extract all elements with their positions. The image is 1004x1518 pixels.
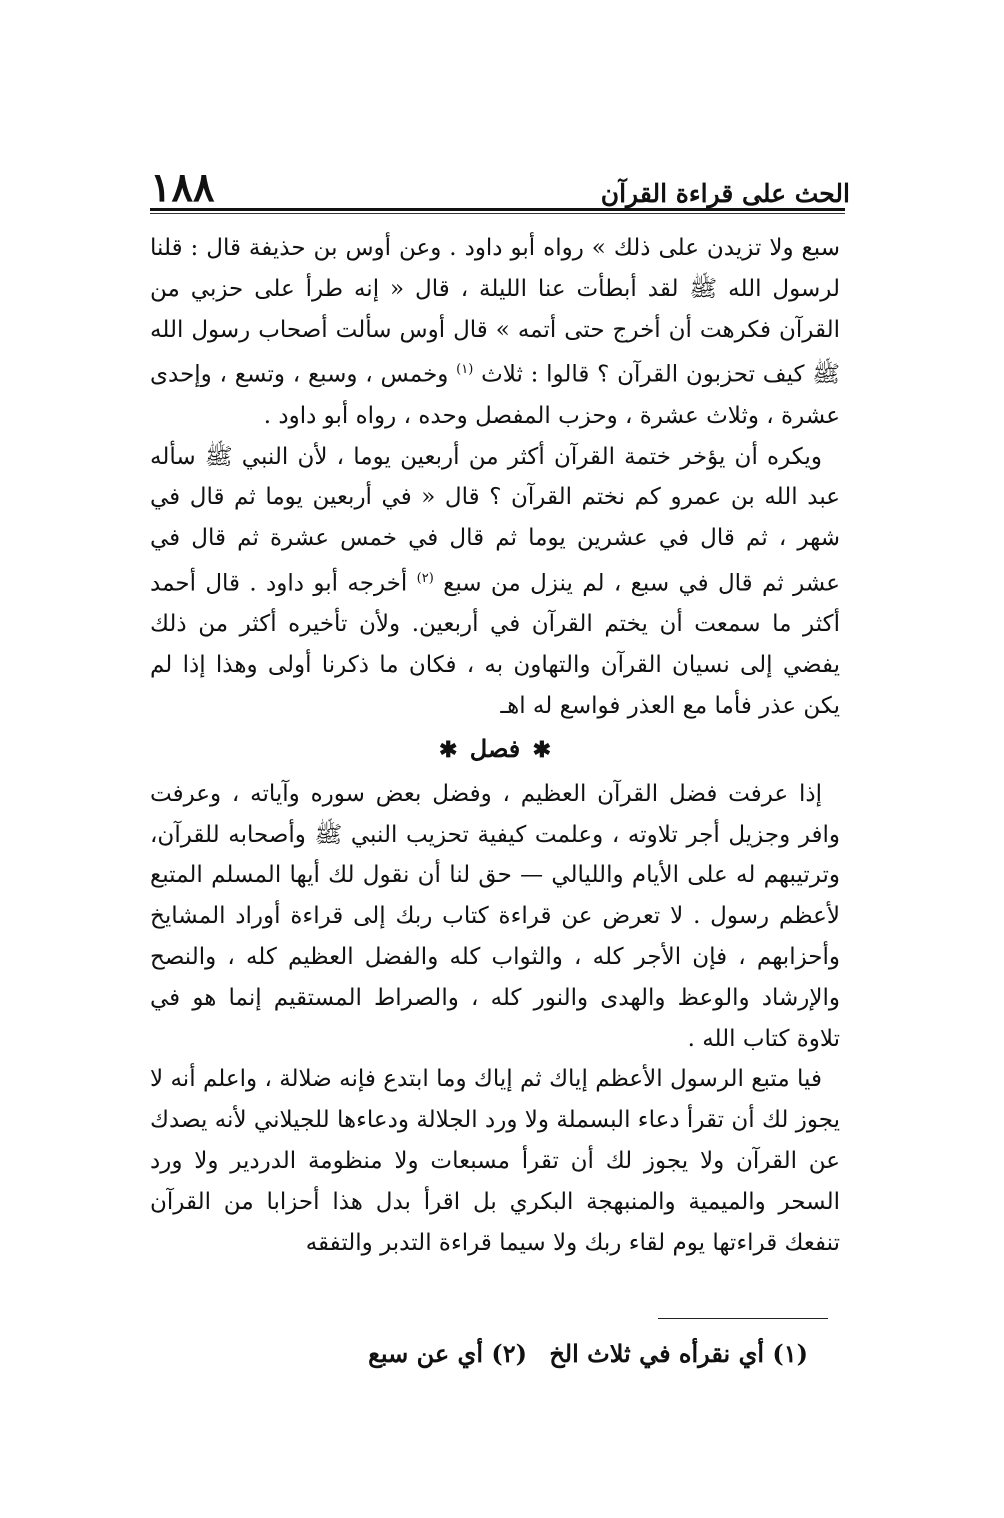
- paragraph-3: [150, 774, 840, 1060]
- footnote-ref-2: (٢): [416, 571, 434, 587]
- paragraph-3-text: إذا عرفت فضل القرآن العظيم ، وفضل بعض سوره وآياته ، وعرفت وافر وجزيل أجر تلاوته ، وعلمت كيفية تحزيب النبي ﷺ وأصحابه للقرآن، وترتيبهم له على الأيام والليالي — حق لنا أن نقول لك أيها المسلم المتبع لأعظم رسول . لا تعرض عن قراءة كتاب ربك إلى قراءة أوراد المشايخ وأحزابهم ، فإن الأجر كله ، والثواب كله والفضل العظيم كله ، والنصح والإرشاد والوعظ والهدى والنور كله ، والصراط المستقيم إنما هو في تلاوة كتاب الله .: [150, 780, 840, 1052]
- paragraph-4-text: فيا متبع الرسول الأعظم إياك ثم إياك وما ابتدع فإنه ضلالة ، واعلم أنه لا يجوز لك أن تقرأ دعاء البسملة ولا ورد الجلالة ودعاءها للجيلاني لأنه يصدك عن القرآن ولا يجوز لك أن تقرأ مسبعات ولا منظومة الدردير ولا ورد السحر والميمية والمنبهجة البكري بل اقرأ بدل هذا أحزابا من القرآن تنفعك قراءتها يوم لقاء ربك ولا سيما قراءة التدبر والتفقه: [150, 1066, 840, 1256]
- footnote-rule: [658, 1318, 828, 1319]
- section-heading: [150, 729, 840, 770]
- paragraph-4: [150, 1059, 840, 1263]
- page-header: [150, 164, 850, 211]
- running-title: الحث على قراءة القرآن: [600, 179, 850, 208]
- footnote-ref-1: (١): [456, 362, 474, 378]
- paragraph-2-text: ويكره أن يؤخر ختمة القرآن أكثر من أربعين يوما ، لأن النبي ﷺ سأله عبد الله بن عمرو كم نختم القرآن ؟ قال « في أربعين يوما ثم قال في شهر ، ثم قال في عشرين يوما ثم قال في خمس عشرة ثم قال في عشر ثم قال في سبع ، لم ينزل من سبع: [150, 443, 841, 597]
- paragraph-1: [150, 228, 840, 437]
- footnote-2: (٢) أي عن سبع: [368, 1339, 527, 1368]
- paragraph-2-text-end: أخرجه أبو داود . قال أحمد أكثر ما سمعت أن يختم القرآن في أربعين. ولأن تأخيره أكثر من ذلك يفضي إلى نسيان القرآن والتهاون به ، فكان ما ذكرنا أولى وهذا إذا لم يكن عذر فأما مع العذر فواسع له اهـ: [150, 570, 840, 720]
- paragraph-1-text: سبع ولا تزيدن على ذلك » رواه أبو داود . وعن أوس بن حذيفة قال : قلنا لرسول الله ﷺ لقد أبطأت عنا الليلة ، قال « إنه طرأ على حزبي من القرآن فكرهت أن أخرج حتى أتمه » قال أوس سألت أصحاب رسول الله ﷺ كيف تحزبون القرآن ؟ قالوا : ثلاث: [150, 235, 841, 389]
- header-rule-thin: [150, 213, 845, 214]
- paragraph-2: [150, 437, 840, 727]
- section-title: فصل: [469, 733, 521, 763]
- page-number: ١٨٨: [150, 164, 215, 211]
- paragraph-1-text-end: وخمس ، وسبع ، وتسع ، وإحدى عشرة ، وثلاث عشرة ، وحزب المفصل وحده ، رواه أبو داود .: [150, 362, 840, 429]
- section-ornament-right: ✱: [532, 736, 552, 763]
- header-rule: [150, 208, 845, 211]
- section-ornament-left: ✱: [438, 736, 458, 763]
- footnote-1: (١) أي نقرأه في ثلاث الخ: [549, 1339, 808, 1368]
- main-text: [150, 228, 840, 1263]
- footnotes: [150, 1332, 840, 1376]
